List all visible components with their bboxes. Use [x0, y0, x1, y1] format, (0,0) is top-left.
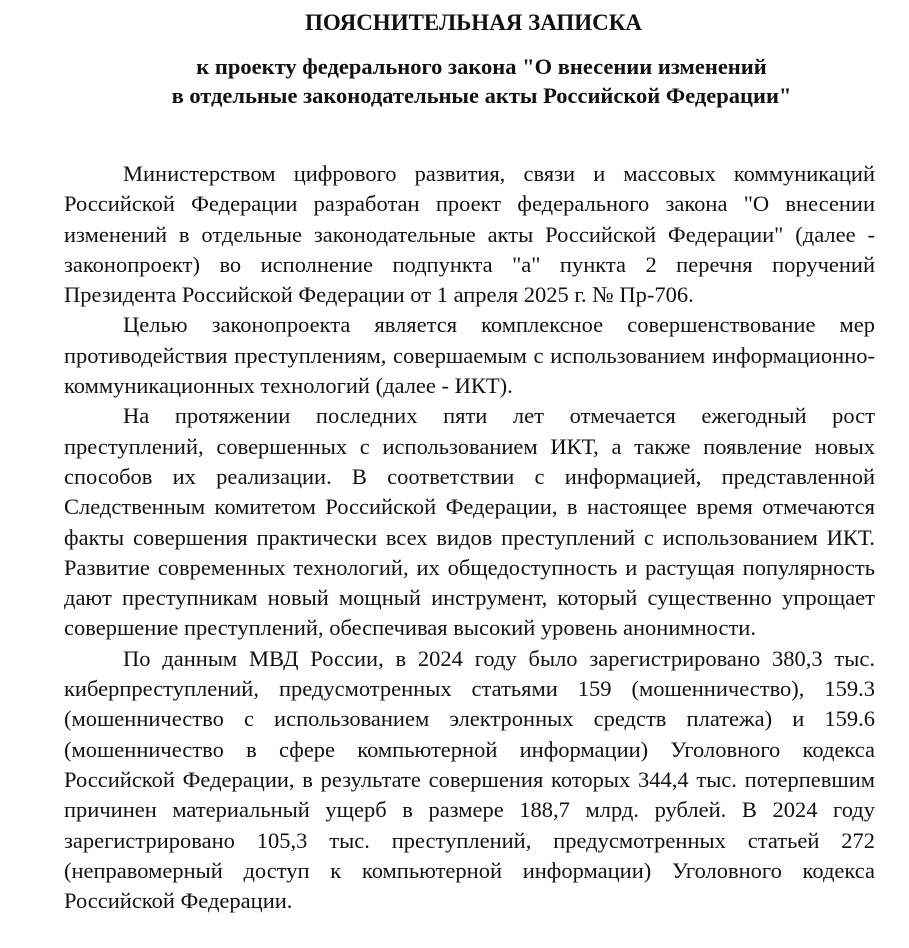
body-paragraph: Министерством цифрового развития, связи и массовых коммуникаций Российской Федерации разработан проект федерального закона "О внесении изменений в отдельные законодательные акты Российской Федерации" (далее - законопроект) во исполнение подпункта "а" пункта 2 перечня поручений Президента Российской Федерации от 1 апреля 2025 г. № Пр-706. — [64, 161, 875, 308]
body-paragraph: На протяжении последних пяти лет отмечается ежегодный рост преступлений, совершенных с использованием ИКТ, а также появление новых способов их реализации. В соответствии с информацией, представленной Следственным комитетом Российской Федерации, в настоящее время отмечаются факты совершения практически всех видов преступлений с использованием ИКТ. Развитие современных технологий, их общедоступность и растущая популярность дают преступникам новый мощный инструмент, который существенно упрощает совершение преступлений, обеспечивая высокий уровень анонимности. — [64, 403, 875, 641]
body-paragraph: Целью законопроекта является комплексное совершенствование мер противодействия преступлениям, совершаемым с использованием информационно-коммуникационных технологий (далее - ИКТ). — [64, 312, 875, 399]
subtitle-line: в отдельные законодательные акты Российской Федерации" — [171, 83, 792, 108]
subtitle-line: к проекту федерального закона "О внесении изменений — [196, 54, 767, 79]
page-title: ПОЯСНИТЕЛЬНАЯ ЗАПИСКА — [304, 10, 643, 35]
document-body — [64, 159, 875, 916]
document-subtitle — [64, 52, 875, 110]
body-paragraph: По данным МВД России, в 2024 году было зарегистрировано 380,3 тыс. киберпреступлений, предусмотренных статьями 159 (мошенничество), 159.3 (мошенничество с использованием электронных средств платежа) и 159.6 (мошенничество в сфере компьютерной информации) Уголовного кодекса Российской Федерации, в результате совершения которых 344,4 тыс. потерпевшим причинен материальный ущерб в размере 188,7 млрд. рублей. В 2024 году зарегистрировано 105,3 тыс. преступлений, предусмотренных статьей 272 (неправомерный доступ к компьютерной информации) Уголовного кодекса Российской Федерации. — [64, 645, 875, 914]
